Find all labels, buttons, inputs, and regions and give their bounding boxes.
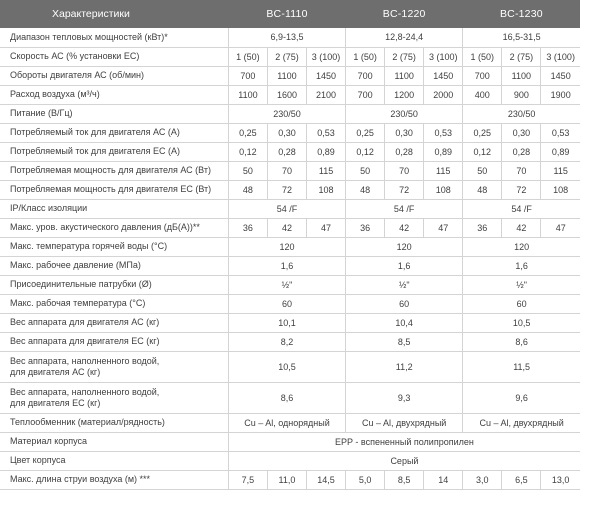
spec-value: 2100 <box>307 85 346 104</box>
spec-row <box>0 256 580 275</box>
spec-value: ½" <box>463 275 580 294</box>
spec-value: 0,89 <box>424 142 463 161</box>
spec-value: 108 <box>424 180 463 199</box>
spec-row <box>0 432 580 451</box>
spec-row <box>0 294 580 313</box>
spec-value: 1 (50) <box>346 47 385 66</box>
spec-label: Макс. температура горячей воды (°С) <box>0 237 228 256</box>
spec-label: Цвет корпуса <box>0 451 228 470</box>
spec-value: 1900 <box>541 85 580 104</box>
spec-value: 0,53 <box>541 123 580 142</box>
spec-value: 0,12 <box>228 142 267 161</box>
spec-value: 13,0 <box>541 470 580 489</box>
spec-value: 47 <box>424 218 463 237</box>
spec-value: 2 (75) <box>502 47 541 66</box>
spec-value: 700 <box>228 66 267 85</box>
spec-value: 700 <box>346 66 385 85</box>
spec-value: 47 <box>541 218 580 237</box>
spec-value: 36 <box>228 218 267 237</box>
spec-value: 1100 <box>502 66 541 85</box>
spec-label: Макс. рабочее давление (МПа) <box>0 256 228 275</box>
spec-value: 72 <box>267 180 306 199</box>
spec-value: 1450 <box>541 66 580 85</box>
spec-value: 0,25 <box>463 123 502 142</box>
model-header-bc-1230: BC-1230 <box>499 8 543 20</box>
spec-value: 230/50 <box>463 104 580 123</box>
spec-value: 54 /F <box>228 199 345 218</box>
spec-value: 8,5 <box>385 470 424 489</box>
spec-value: 0,30 <box>502 123 541 142</box>
spec-value: 400 <box>463 85 502 104</box>
spec-value: 120 <box>228 237 345 256</box>
spec-value: 0,12 <box>346 142 385 161</box>
spec-value: 10,5 <box>463 313 580 332</box>
header-label: Характеристики <box>52 8 130 20</box>
spec-value: 42 <box>267 218 306 237</box>
spec-value: 230/50 <box>346 104 463 123</box>
spec-value: 10,1 <box>228 313 345 332</box>
spec-value: 3,0 <box>463 470 502 489</box>
spec-row <box>0 332 580 351</box>
spec-value: 115 <box>541 161 580 180</box>
spec-row <box>0 451 580 470</box>
spec-label: Потребляемая мощность для двигателя АС (Вт) <box>0 161 228 180</box>
spec-value: Cu – Al, двухрядный <box>463 413 580 432</box>
spec-value: 54 /F <box>463 199 580 218</box>
spec-value: 48 <box>346 180 385 199</box>
spec-value: 0,30 <box>267 123 306 142</box>
spec-label: Материал корпуса <box>0 432 228 451</box>
spec-value: 70 <box>502 161 541 180</box>
spec-value: 42 <box>502 218 541 237</box>
spec-value: 0,12 <box>463 142 502 161</box>
spec-row <box>0 47 580 66</box>
spec-value: Cu – Al, однорядный <box>228 413 345 432</box>
spec-row <box>0 218 580 237</box>
spec-row <box>0 382 580 413</box>
spec-label: Потребляемая мощность для двигателя ЕС (Вт) <box>0 180 228 199</box>
spec-value: 900 <box>502 85 541 104</box>
spec-value: 108 <box>541 180 580 199</box>
spec-value: 1600 <box>267 85 306 104</box>
spec-value: 70 <box>267 161 306 180</box>
spec-row <box>0 142 580 161</box>
spec-label: Вес аппарата для двигателя ЕС (кг) <box>0 332 228 351</box>
spec-value: 36 <box>346 218 385 237</box>
spec-label: IP/Класс изоляции <box>0 199 228 218</box>
spec-value: 1200 <box>385 85 424 104</box>
spec-value: ½" <box>228 275 345 294</box>
spec-value: 115 <box>424 161 463 180</box>
spec-value: Серый <box>228 451 580 470</box>
spec-value: 1450 <box>307 66 346 85</box>
spec-table-body <box>0 28 580 489</box>
model-header-bc-1220: BC-1220 <box>382 8 426 20</box>
spec-row <box>0 351 580 382</box>
spec-value: 0,30 <box>385 123 424 142</box>
spec-value: 11,5 <box>463 351 580 382</box>
spec-label: Вес аппарата, наполненного водой, для двигателя АС (кг) <box>0 351 228 382</box>
spec-value: 1450 <box>424 66 463 85</box>
spec-label: Вес аппарата для двигателя АС (кг) <box>0 313 228 332</box>
spec-value: 8,6 <box>228 382 345 413</box>
spec-value: 3 (100) <box>307 47 346 66</box>
spec-value: 1100 <box>267 66 306 85</box>
spec-value: 0,28 <box>385 142 424 161</box>
spec-value: 0,89 <box>307 142 346 161</box>
spec-value: 70 <box>385 161 424 180</box>
spec-value: 1,6 <box>228 256 345 275</box>
spec-value: 0,28 <box>502 142 541 161</box>
table-header <box>0 0 580 28</box>
spec-label: Макс. длина струи воздуха (м) *** <box>0 470 228 489</box>
spec-value: 54 /F <box>346 199 463 218</box>
spec-row <box>0 237 580 256</box>
spec-value: 50 <box>463 161 502 180</box>
spec-value: 9,3 <box>346 382 463 413</box>
spec-value: 230/50 <box>228 104 345 123</box>
spec-value: 5,0 <box>346 470 385 489</box>
spec-value: 6,9-13,5 <box>228 28 345 47</box>
spec-row <box>0 470 580 489</box>
spec-value: 2000 <box>424 85 463 104</box>
spec-value: 11,0 <box>267 470 306 489</box>
spec-value: 8,2 <box>228 332 345 351</box>
spec-label: Обороты двигателя АС (об/мин) <box>0 66 228 85</box>
spec-value: 72 <box>502 180 541 199</box>
spec-value: 1100 <box>385 66 424 85</box>
spec-label: Потребляемый ток для двигателя АС (А) <box>0 123 228 142</box>
spec-value: Cu – Al, двухрядный <box>346 413 463 432</box>
spec-value: 0,89 <box>541 142 580 161</box>
spec-value: 0,28 <box>267 142 306 161</box>
spec-value: 1 (50) <box>463 47 502 66</box>
spec-value: 6,5 <box>502 470 541 489</box>
spec-label: Расход воздуха (м³/ч) <box>0 85 228 104</box>
model-header-bc-1110: BC-1110 <box>266 8 308 20</box>
spec-value: 47 <box>307 218 346 237</box>
spec-value: 8,6 <box>463 332 580 351</box>
spec-value: 0,25 <box>228 123 267 142</box>
spec-value: 0,25 <box>346 123 385 142</box>
spec-row <box>0 313 580 332</box>
spec-value: 36 <box>463 218 502 237</box>
spec-value: 115 <box>307 161 346 180</box>
spec-label: Скорость АС (% установки ЕС) <box>0 47 228 66</box>
spec-label: Диапазон тепловых мощностей (кВт)* <box>0 28 228 47</box>
spec-label: Потребляемый ток для двигателя ЕС (А) <box>0 142 228 161</box>
spec-value: 108 <box>307 180 346 199</box>
spec-value: 1,6 <box>463 256 580 275</box>
spec-value: 2 (75) <box>267 47 306 66</box>
spec-value: 11,2 <box>346 351 463 382</box>
spec-label: Питание (В/Гц) <box>0 104 228 123</box>
spec-value: 8,5 <box>346 332 463 351</box>
spec-row <box>0 275 580 294</box>
spec-value: 12,8-24,4 <box>346 28 463 47</box>
spec-row <box>0 413 580 432</box>
spec-label: Макс. рабочая температура (°С) <box>0 294 228 313</box>
spec-value: 700 <box>346 85 385 104</box>
spec-value: 10,4 <box>346 313 463 332</box>
spec-value: 120 <box>463 237 580 256</box>
spec-row <box>0 199 580 218</box>
spec-label: Вес аппарата, наполненного водой, для двигателя ЕС (кг) <box>0 382 228 413</box>
spec-value: 60 <box>463 294 580 313</box>
spec-row <box>0 161 580 180</box>
spec-value: 3 (100) <box>424 47 463 66</box>
spec-value: 42 <box>385 218 424 237</box>
spec-value: 60 <box>346 294 463 313</box>
spec-value: 50 <box>346 161 385 180</box>
spec-value: 2 (75) <box>385 47 424 66</box>
spec-row <box>0 123 580 142</box>
spec-value: 60 <box>228 294 345 313</box>
spec-value: 0,53 <box>424 123 463 142</box>
spec-value: 14,5 <box>307 470 346 489</box>
spec-value: 1 (50) <box>228 47 267 66</box>
spec-label: Макс. уров. акустического давления (дБ(А))** <box>0 218 228 237</box>
spec-value: 9,6 <box>463 382 580 413</box>
spec-label: Теплообменник (материал/рядность) <box>0 413 228 432</box>
spec-value: 7,5 <box>228 470 267 489</box>
spec-value: 120 <box>346 237 463 256</box>
spec-value: 1100 <box>228 85 267 104</box>
spec-row <box>0 66 580 85</box>
spec-row <box>0 85 580 104</box>
spec-value: 16,5-31,5 <box>463 28 580 47</box>
spec-value: ½" <box>346 275 463 294</box>
spec-value: 1,6 <box>346 256 463 275</box>
spec-row <box>0 28 580 47</box>
spec-value: 3 (100) <box>541 47 580 66</box>
spec-value: 10,5 <box>228 351 345 382</box>
spec-value: 0,53 <box>307 123 346 142</box>
spec-row <box>0 180 580 199</box>
spec-value: 14 <box>424 470 463 489</box>
spec-value: 700 <box>463 66 502 85</box>
spec-value: 48 <box>228 180 267 199</box>
spec-value: 50 <box>228 161 267 180</box>
spec-value: 48 <box>463 180 502 199</box>
spec-label: Присоединительные патрубки (Ø) <box>0 275 228 294</box>
spec-value: 72 <box>385 180 424 199</box>
spec-value: EPP - вспененный полипропилен <box>228 432 580 451</box>
spec-row <box>0 104 580 123</box>
